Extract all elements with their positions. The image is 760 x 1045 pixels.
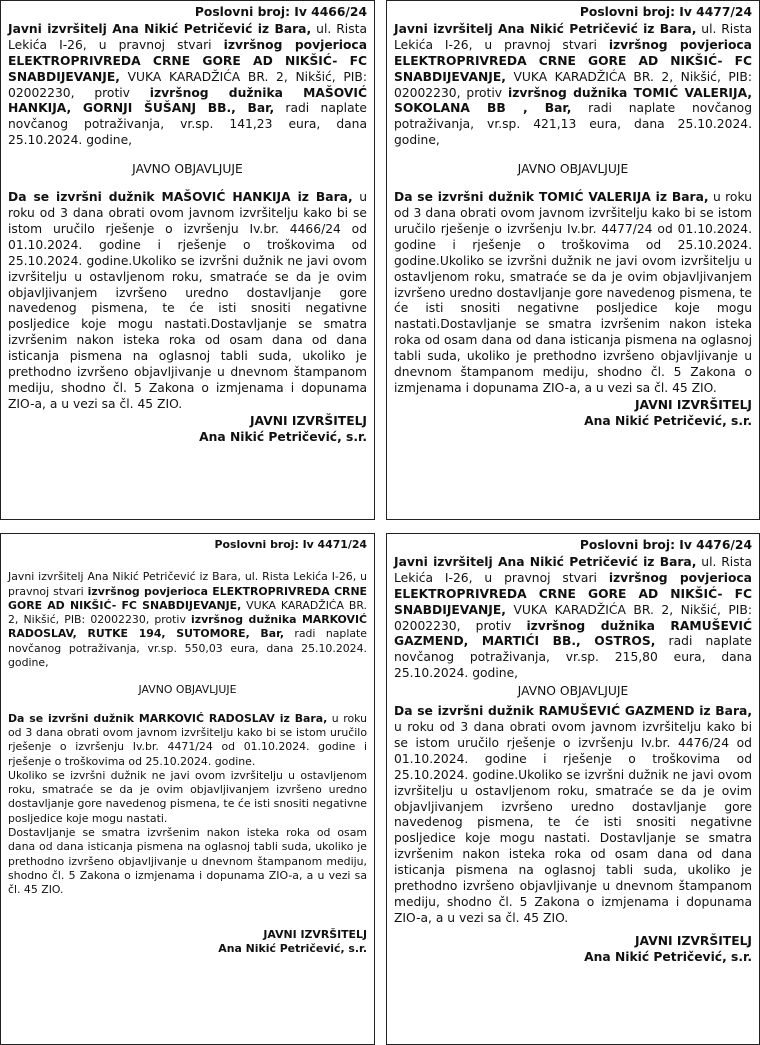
signature-title: JAVNI IZVRŠITELJ — [263, 927, 367, 941]
notice-intro: Javni izvršitelj Ana Nikić Petričević iz Bara, ul. Rista Lekića I-26, u pravnoj stvari izvršnog povjerioca ELEKTROPRIVREDA CRNE GORE AD NIKŠIĆ- FC SNABDIJEVANJE, VUKA KARADŽIĆA BR. 2, Nikšić, PIB: 02002230, protiv izvršnog dužnika TOMIĆ VALERIJA, SOKOLANA BB , Bar, radi naplate novčanog potraživanja, vr.sp. 421,13 eura, dana 25.10.2024. godine, — [394, 21, 753, 148]
creditor: izvršnog povjerioca ELEKTROPRIVREDA CRNE GORE AD NIKŠIĆ- FC SNABDIJEVANJE, — [394, 570, 752, 617]
signature-name: Ana Nikić Petričević, s.r. — [584, 413, 752, 428]
creditor: izvršnog povjerioca ELEKTROPRIVREDA CRNE GORE AD NIKŠIĆ- FC SNABDIJEVANJE, — [8, 584, 367, 612]
signature-title: JAVNI IZVRŠITELJ — [634, 397, 752, 412]
case-number: Poslovni broj: Iv 4476/24 — [579, 538, 752, 552]
notice-body: Da se izvršni dužnik MAŠOVIĆ HANKIJA iz Bara, u roku od 3 dana obrati ovom javnom izvršitelju kako bi se istom uručilo rješenje o izvršenju Iv.br. 4466/24 od 01.10.2024. godine i rješenje o troškovima od 25.10.2024. godine.Ukoliko se izvršni dužnik ne javi ovom izvršitelju u ostavljenom roku, smatraće se da je ovim objavljivanjem izvršeno uredno dostavljanje gore navedenog pismena, te će isti snositi negativne posljedice koje mogu nastati.Dostavljanje se smatra izvršenim nakon isteka roka od osam dana od dana isticanja pismena na oglasnoj tabli suda, ukoliko je prethodno izvršeno objavljivanje u dnevnom štampanom mediju, shodno čl. 5 Zakona o izmjenama i dopunama ZIO-a, a u vezi sa čl. 45 ZIO. — [8, 190, 367, 411]
notice-intro: Javni izvršitelj Ana Nikić Petričević iz Bara, ul. Rista Lekića I-26, u pravnoj stvari izvršnog povjerioca ELEKTROPRIVREDA CRNE GORE AD NIKŠIĆ- FC SNABDIJEVANJE, VUKA KARADŽIĆA BR. 2, Nikšić, PIB: 02002230, protiv izvršnog dužnika MARKOVIĆ RADOSLAV, RUTKE 194, SUTOMORE, Bar, radi naplate novčanog potraživanja, vr.sp. 550,03 eura, dana 25.10.2024. godine, — [8, 570, 367, 670]
case-number: Poslovni broj: Iv 4477/24 — [579, 5, 752, 19]
notice-title: JAVNO OBJAVLJUJE — [517, 162, 629, 177]
notice-br — [386, 533, 760, 1045]
notice-intro: Javni izvršitelj Ana Nikić Petričević iz Bara, ul. Rista Lekića I-26, u pravnoj stvari izvršnog povjerioca ELEKTROPRIVREDA CRNE GORE AD NIKŠIĆ- FC SNABDIJEVANJE, VUKA KARADŽIĆA BR. 2, Nikšić, PIB: 02002230, protiv izvršnog dužnika MAŠOVIĆ HANKIJA, GORNJI ŠUŠANJ BB., Bar, radi naplate novčanog potraživanja, vr.sp. 141,23 eura, dana 25.10.2024. godine, — [8, 21, 367, 148]
creditor: izvršnog povjerioca ELEKTROPRIVREDA CRNE GORE AD NIKŠIĆ- FC SNABDIJEVANJE, — [394, 37, 752, 84]
notice-body: Da se izvršni dužnik MARKOVIĆ RADOSLAV iz Bara, u roku od 3 dana obrati ovom javnom izvršitelju kako bi se istom uručilo rješenje o izvršenju Iv.br. 4471/24 od 01.10.2024. godine i rješenje o troškovima od 25.10.2024. godine. — [8, 711, 367, 768]
debtor: izvršnog dužnika MAŠOVIĆ HANKIJA, GORNJI ŠUŠANJ BB., Bar, — [8, 85, 367, 116]
notice-body: Da se izvršni dužnik TOMIĆ VALERIJA iz Bara, u roku od 3 dana obrati ovom javnom izvršitelju kako bi se istom uručilo rješenje o izvršenju Iv.br. 4477/24 od 01.10.2024. godine i rješenje o troškovima od 25.10.2024. godine.Ukoliko se izvršni dužnik ne javi ovom izvršitelju u ostavljenom roku, smatraće se da je ovim objavljivanjem izvršeno uredno dostavljanje gore navedenog pismena, te će isti snositi negativne posljedice koje mogu nastati.Dostavljanje se smatra izvršenim nakon isteka roka od osam dana od dana isticanja pismena na oglasnoj tabli suda, ukoliko je prethodno izvršeno objavljivanje u dnevnom štampanom mediju, shodno čl. 5 Zakona o izmjenama i dopunama ZIO-a, a u vezi sa čl. 45 ZIO. — [394, 190, 752, 395]
debtor-callout: Da se izvršni dužnik MARKOVIĆ RADOSLAV iz Bara, — [8, 711, 328, 725]
notice-body-3: Dostavljanje se smatra izvršenim nakon isteka roka od osam dana od dana isticanja pismena na oglasnoj tabli suda, ukoliko je prethodno izvršeno objavljivanje u dnevnom štampanom mediju, shodno čl. 5 Zakona o izmjenama i dopunama ZIO-a, a u vezi sa čl. 45 ZIO. — [8, 826, 367, 897]
notice-title: JAVNO OBJAVLJUJE — [517, 684, 629, 699]
notice-body: Da se izvršni dužnik RAMUŠEVIĆ GAZMEND iz Bara, u roku od 3 dana obrati ovom javnom izvršitelju kako bi se istom uručilo rješenje o izvršenju Iv.br. 4476/24 od 01.10.2024. godine i rješenje o troškovima od 25.10.2024. godine.Ukoliko se izvršni dužnik ne javi ovom izvršitelju u ostavljenom roku, smatraće se da je ovim objavljivanjem izvršeno uredno dostavljanje gore navedenog pismena, te će isti snositi negativne posljedice koje mogu nastati. Dostavljanje se smatra izvršenim nakon isteka roka od osam dana od dana isticanja pismena na oglasnoj tabli suda, ukoliko je prethodno izvršeno objavljivanje u dnevnom štampanom mediju, shodno čl. 5 Zakona o izmjenama i dopunama ZIO-a, a u vezi sa čl. 45 ZIO. — [394, 704, 752, 925]
case-number: Poslovni broj: Iv 4471/24 — [214, 538, 367, 551]
signature-name: Ana Nikić Petričević, s.r. — [199, 429, 367, 444]
enforcer-name: Javni izvršitelj Ana Nikić Petričević iz Bara, — [8, 570, 241, 584]
debtor: izvršnog dužnika TOMIĆ VALERIJA, SOKOLANA BB , Bar, — [394, 85, 752, 116]
signature-title: JAVNI IZVRŠITELJ — [249, 413, 367, 428]
notice-tl — [0, 0, 375, 520]
creditor: izvršnog povjerioca ELEKTROPRIVREDA CRNE GORE AD NIKŠIĆ- FC SNABDIJEVANJE, — [8, 37, 367, 84]
debtor-callout: Da se izvršni dužnik RAMUŠEVIĆ GAZMEND iz Bara, — [394, 704, 752, 719]
enforcer-name: Javni izvršitelj Ana Nikić Petričević iz Bara, — [394, 554, 697, 569]
debtor: izvršnog dužnika RAMUŠEVIĆ GAZMEND, MARTIĆI BB., OSTROS, — [394, 618, 752, 649]
signature-name: Ana Nikić Petričević, s.r. — [584, 949, 752, 964]
notice-tr — [386, 0, 760, 520]
signature-title: JAVNI IZVRŠITELJ — [634, 933, 752, 948]
debtor: izvršnog dužnika MARKOVIĆ RADOSLAV, RUTKE 194, SUTOMORE, Bar, — [8, 613, 367, 641]
notice-bl — [0, 533, 375, 1045]
case-number: Poslovni broj: Iv 4466/24 — [194, 5, 367, 19]
notice-title: JAVNO OBJAVLJUJE — [132, 162, 243, 177]
enforcer-name: Javni izvršitelj Ana Nikić Petričević iz Bara, — [8, 21, 312, 36]
debtor-callout: Da se izvršni dužnik MAŠOVIĆ HANKIJA iz Bara, — [8, 190, 353, 205]
signature-name: Ana Nikić Petričević, s.r. — [218, 941, 367, 955]
notice-body-2: Ukoliko se izvršni dužnik ne javi ovom izvršitelju u ostavljenom roku, smatraće se da je ovim objavljivanjem izvršeno uredno dostavljanje gore navedenog pismena, te će isti snositi negativne posljedice koje mogu nastati. — [8, 768, 367, 825]
debtor-callout: Da se izvršni dužnik TOMIĆ VALERIJA iz Bara, — [394, 190, 709, 205]
notice-title: JAVNO OBJAVLJUJE — [138, 683, 237, 697]
enforcer-name: Javni izvršitelj Ana Nikić Petričević iz Bara, — [394, 21, 697, 36]
notice-intro: Javni izvršitelj Ana Nikić Petričević iz Bara, ul. Rista Lekića I-26, u pravnoj stvari izvršnog povjerioca ELEKTROPRIVREDA CRNE GORE AD NIKŠIĆ- FC SNABDIJEVANJE, VUKA KARADŽIĆA BR. 2, Nikšić, PIB: 02002230, protiv izvršnog dužnika RAMUŠEVIĆ GAZMEND, MARTIĆI BB., OSTROS, radi naplate novčanog potraživanja, vr.sp. 215,80 eura, dana 25.10.2024. godine, — [394, 554, 752, 681]
